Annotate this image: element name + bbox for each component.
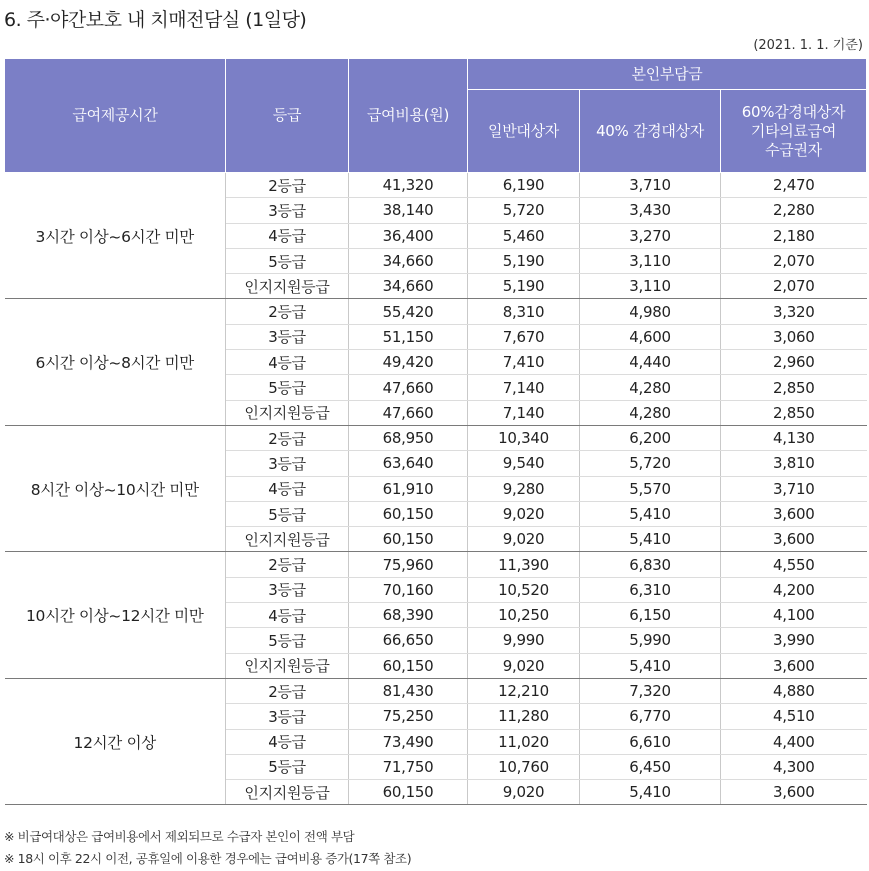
general-copay-cell: 5,190 [468, 248, 580, 273]
reduced40-copay-cell: 3,110 [580, 248, 721, 273]
general-copay-cell: 7,670 [468, 324, 580, 349]
benefit-cost-cell: 49,420 [349, 350, 468, 375]
grade-cell: 4등급 [226, 603, 349, 628]
reduced40-copay-cell: 3,430 [580, 198, 721, 223]
benefit-cost-cell: 68,390 [349, 603, 468, 628]
header-general-recipient: 일반대상자 [468, 90, 580, 173]
reduced40-copay-cell: 4,600 [580, 324, 721, 349]
table-row [5, 173, 867, 198]
reduced40-copay-cell: 7,320 [580, 678, 721, 703]
grade-cell: 인지지원등급 [226, 653, 349, 678]
general-copay-cell: 9,540 [468, 451, 580, 476]
reduced40-copay-cell: 4,980 [580, 299, 721, 324]
benefit-cost-cell: 60,150 [349, 653, 468, 678]
table-row [5, 678, 867, 703]
page-title: 6. 주·야간보호 내 치매전담실 (1일당) [4, 9, 307, 31]
grade-cell: 4등급 [226, 350, 349, 375]
benefit-cost-cell: 55,420 [349, 299, 468, 324]
benefit-cost-cell: 47,660 [349, 375, 468, 400]
reduced40-copay-cell: 3,270 [580, 223, 721, 248]
reduced40-copay-cell: 6,770 [580, 704, 721, 729]
reduced40-copay-cell: 5,410 [580, 527, 721, 552]
header-40-reduction: 40% 감경대상자 [580, 90, 721, 173]
benefit-cost-cell: 66,650 [349, 628, 468, 653]
benefit-cost-cell: 38,140 [349, 198, 468, 223]
header-60-reduction: 60%감경대상자 기타의료급여 수급권자 [721, 90, 867, 173]
service-time-cell: 6시간 이상~8시간 미만 [5, 299, 226, 425]
reduced60-copay-cell: 2,280 [721, 198, 867, 223]
benefit-cost-cell: 36,400 [349, 223, 468, 248]
reduced60-copay-cell: 4,200 [721, 577, 867, 602]
benefit-cost-cell: 34,660 [349, 248, 468, 273]
grade-cell: 인지지원등급 [226, 274, 349, 299]
footnote: ※ 18시 이후 22시 이전, 공휴일에 이용한 경우에는 급여비용 증가(17쪽 참조) [4, 851, 412, 866]
grade-cell: 2등급 [226, 173, 349, 198]
grade-cell: 인지지원등급 [226, 527, 349, 552]
fee-table-body [5, 173, 867, 805]
reduced60-copay-cell: 4,550 [721, 552, 867, 577]
reduced60-copay-cell: 3,600 [721, 780, 867, 805]
grade-cell: 4등급 [226, 729, 349, 754]
benefit-cost-cell: 41,320 [349, 173, 468, 198]
reduced40-copay-cell: 6,610 [580, 729, 721, 754]
reduced60-copay-cell: 2,960 [721, 350, 867, 375]
reduced40-copay-cell: 5,410 [580, 780, 721, 805]
grade-cell: 3등급 [226, 451, 349, 476]
reduced60-copay-cell: 3,600 [721, 653, 867, 678]
service-time-cell: 8시간 이상~10시간 미만 [5, 425, 226, 551]
table-row [5, 299, 867, 324]
reduced60-copay-cell: 4,510 [721, 704, 867, 729]
service-time-cell: 3시간 이상~6시간 미만 [5, 173, 226, 299]
general-copay-cell: 9,020 [468, 653, 580, 678]
general-copay-cell: 9,020 [468, 527, 580, 552]
grade-cell: 2등급 [226, 678, 349, 703]
general-copay-cell: 11,390 [468, 552, 580, 577]
grade-cell: 2등급 [226, 552, 349, 577]
header-grade: 등급 [226, 59, 349, 173]
reduced60-copay-cell: 4,300 [721, 754, 867, 779]
general-copay-cell: 10,520 [468, 577, 580, 602]
header-copayment: 본인부담금 [468, 59, 867, 90]
reduced40-copay-cell: 3,110 [580, 274, 721, 299]
benefit-cost-cell: 71,750 [349, 754, 468, 779]
reduced60-copay-cell: 3,320 [721, 299, 867, 324]
grade-cell: 인지지원등급 [226, 400, 349, 425]
reduced60-copay-cell: 2,850 [721, 400, 867, 425]
general-copay-cell: 9,020 [468, 780, 580, 805]
reduced40-copay-cell: 4,280 [580, 375, 721, 400]
reduced40-copay-cell: 5,410 [580, 501, 721, 526]
benefit-cost-cell: 60,150 [349, 780, 468, 805]
reduced40-copay-cell: 6,150 [580, 603, 721, 628]
grade-cell: 5등급 [226, 248, 349, 273]
benefit-cost-cell: 68,950 [349, 425, 468, 450]
reduced60-copay-cell: 4,130 [721, 425, 867, 450]
benefit-cost-cell: 73,490 [349, 729, 468, 754]
service-time-cell: 10시간 이상~12시간 미만 [5, 552, 226, 678]
reduced40-copay-cell: 6,310 [580, 577, 721, 602]
reduced60-copay-cell: 3,990 [721, 628, 867, 653]
reduced60-copay-cell: 3,600 [721, 527, 867, 552]
benefit-cost-cell: 81,430 [349, 678, 468, 703]
general-copay-cell: 9,990 [468, 628, 580, 653]
benefit-cost-cell: 60,150 [349, 527, 468, 552]
footnote: ※ 비급여대상은 급여비용에서 제외되므로 수급자 본인이 전액 부담 [4, 829, 355, 844]
benefit-cost-cell: 34,660 [349, 274, 468, 299]
service-time-cell: 12시간 이상 [5, 678, 226, 804]
reduced60-copay-cell: 3,060 [721, 324, 867, 349]
reduced60-copay-cell: 2,070 [721, 248, 867, 273]
table-row [5, 425, 867, 450]
grade-cell: 4등급 [226, 223, 349, 248]
benefit-cost-cell: 75,250 [349, 704, 468, 729]
date-note: (2021. 1. 1. 기준) [753, 38, 863, 53]
general-copay-cell: 10,340 [468, 425, 580, 450]
general-copay-cell: 11,280 [468, 704, 580, 729]
reduced60-copay-cell: 2,180 [721, 223, 867, 248]
fee-table [4, 58, 867, 805]
general-copay-cell: 12,210 [468, 678, 580, 703]
grade-cell: 3등급 [226, 198, 349, 223]
grade-cell: 3등급 [226, 704, 349, 729]
grade-cell: 2등급 [226, 425, 349, 450]
grade-cell: 2등급 [226, 299, 349, 324]
benefit-cost-cell: 75,960 [349, 552, 468, 577]
grade-cell: 4등급 [226, 476, 349, 501]
reduced60-copay-cell: 3,600 [721, 501, 867, 526]
general-copay-cell: 7,140 [468, 375, 580, 400]
general-copay-cell: 8,310 [468, 299, 580, 324]
general-copay-cell: 9,020 [468, 501, 580, 526]
reduced40-copay-cell: 3,710 [580, 173, 721, 198]
reduced60-copay-cell: 2,070 [721, 274, 867, 299]
reduced40-copay-cell: 5,410 [580, 653, 721, 678]
general-copay-cell: 9,280 [468, 476, 580, 501]
grade-cell: 인지지원등급 [226, 780, 349, 805]
grade-cell: 3등급 [226, 577, 349, 602]
grade-cell: 5등급 [226, 754, 349, 779]
general-copay-cell: 5,190 [468, 274, 580, 299]
general-copay-cell: 10,250 [468, 603, 580, 628]
reduced40-copay-cell: 5,720 [580, 451, 721, 476]
general-copay-cell: 7,410 [468, 350, 580, 375]
reduced40-copay-cell: 6,830 [580, 552, 721, 577]
general-copay-cell: 5,720 [468, 198, 580, 223]
general-copay-cell: 10,760 [468, 754, 580, 779]
benefit-cost-cell: 61,910 [349, 476, 468, 501]
general-copay-cell: 6,190 [468, 173, 580, 198]
reduced60-copay-cell: 4,400 [721, 729, 867, 754]
reduced40-copay-cell: 6,450 [580, 754, 721, 779]
reduced60-copay-cell: 2,850 [721, 375, 867, 400]
reduced60-copay-cell: 4,880 [721, 678, 867, 703]
footnotes [4, 826, 411, 870]
grade-cell: 5등급 [226, 375, 349, 400]
grade-cell: 3등급 [226, 324, 349, 349]
reduced60-copay-cell: 3,810 [721, 451, 867, 476]
grade-cell: 5등급 [226, 501, 349, 526]
reduced40-copay-cell: 5,990 [580, 628, 721, 653]
benefit-cost-cell: 63,640 [349, 451, 468, 476]
header-service-time: 급여제공시간 [5, 59, 226, 173]
general-copay-cell: 7,140 [468, 400, 580, 425]
benefit-cost-cell: 60,150 [349, 501, 468, 526]
reduced60-copay-cell: 4,100 [721, 603, 867, 628]
reduced60-copay-cell: 2,470 [721, 173, 867, 198]
general-copay-cell: 11,020 [468, 729, 580, 754]
reduced60-copay-cell: 3,710 [721, 476, 867, 501]
header-benefit-cost: 급여비용(원) [349, 59, 468, 173]
benefit-cost-cell: 70,160 [349, 577, 468, 602]
reduced40-copay-cell: 5,570 [580, 476, 721, 501]
reduced40-copay-cell: 4,280 [580, 400, 721, 425]
grade-cell: 5등급 [226, 628, 349, 653]
table-row [5, 552, 867, 577]
reduced40-copay-cell: 4,440 [580, 350, 721, 375]
general-copay-cell: 5,460 [468, 223, 580, 248]
benefit-cost-cell: 47,660 [349, 400, 468, 425]
reduced40-copay-cell: 6,200 [580, 425, 721, 450]
benefit-cost-cell: 51,150 [349, 324, 468, 349]
